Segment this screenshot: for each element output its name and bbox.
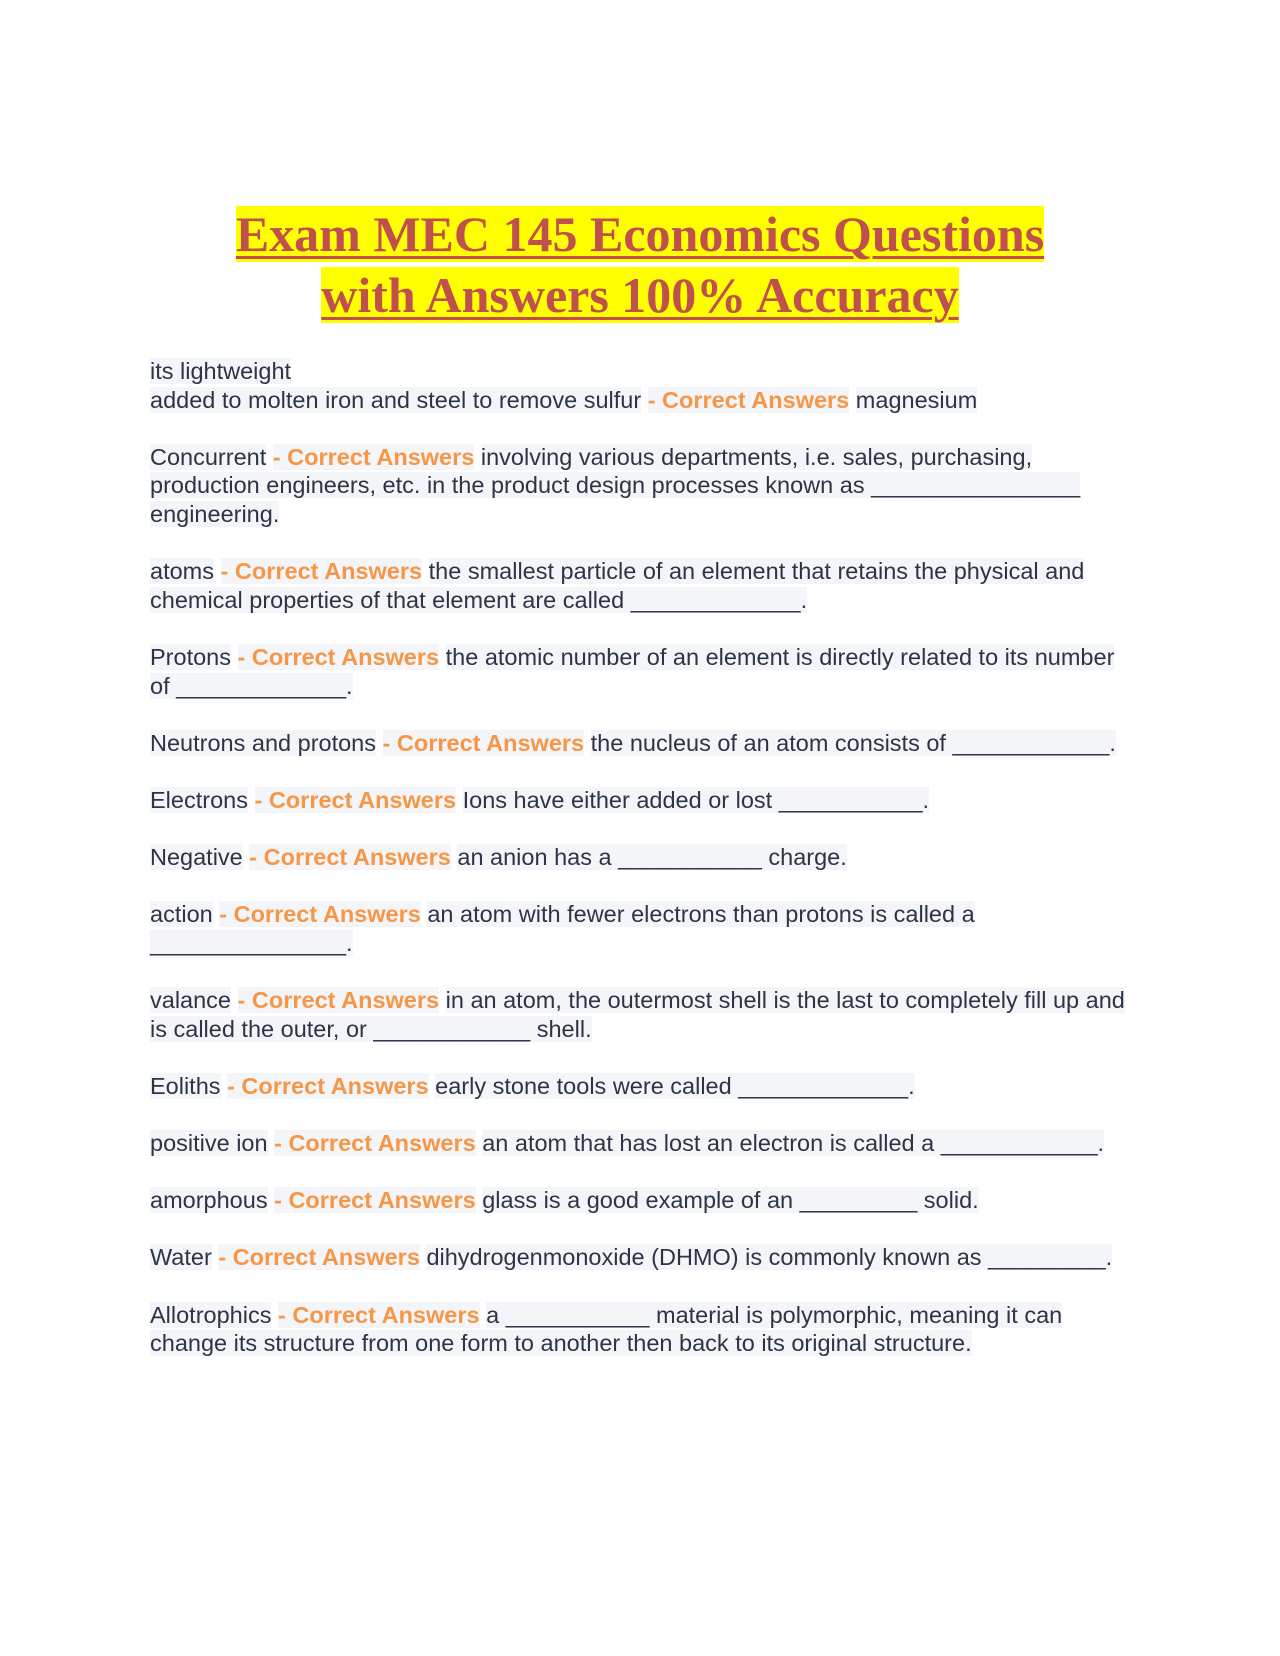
answer-text: Allotrophics bbox=[150, 1301, 272, 1328]
answer-text: positive ion bbox=[150, 1130, 268, 1157]
qa-item bbox=[150, 986, 1140, 1043]
answer-text: amorphous bbox=[150, 1187, 268, 1214]
question-text: Ions have either added or lost ___________. bbox=[462, 786, 930, 813]
answer-text: atoms bbox=[150, 558, 214, 585]
qa-item bbox=[150, 786, 1140, 815]
correct-answers-label: - Correct Answers bbox=[227, 1072, 429, 1099]
qa-item bbox=[150, 643, 1140, 700]
qa-item bbox=[150, 386, 1140, 415]
correct-answers-label: - Correct Answers bbox=[278, 1301, 480, 1328]
correct-answers-label: - Correct Answers bbox=[272, 443, 475, 470]
correct-answers-label: - Correct Answers bbox=[249, 844, 451, 871]
question-text: the atomic number of an element is directly related to its number of _____________. bbox=[150, 643, 1115, 699]
correct-answers-label: - Correct Answers bbox=[254, 786, 457, 813]
question-text: an anion has a ___________ charge. bbox=[457, 844, 847, 871]
correct-answers-label: - Correct Answers bbox=[274, 1187, 476, 1214]
correct-answers-label: - Correct Answers bbox=[220, 558, 423, 585]
qa-item bbox=[150, 729, 1140, 758]
question-text: early stone tools were called _____________. bbox=[435, 1072, 915, 1099]
correct-answers-label: - Correct Answers bbox=[274, 1130, 476, 1157]
answer-text: Negative bbox=[150, 844, 243, 871]
answer-text: action bbox=[150, 901, 213, 928]
answer-text: Concurrent bbox=[150, 443, 267, 470]
question-text: an atom with fewer electrons than protons is called a _______________. bbox=[150, 901, 975, 956]
title-line-1: Exam MEC 145 Economics Questions bbox=[235, 206, 1045, 262]
question-text: the smallest particle of an element that retains the physical and chemical properties of that element are called _____________. bbox=[150, 558, 1085, 613]
qa-item bbox=[150, 1186, 1140, 1215]
question-text: glass is a good example of an _________ solid. bbox=[482, 1187, 979, 1214]
question-text: dihydrogenmonoxide (DHMO) is commonly known as _________. bbox=[426, 1244, 1113, 1271]
correct-answers-label: - Correct Answers bbox=[647, 386, 850, 413]
qa-item bbox=[150, 1129, 1140, 1158]
answer-text: Water bbox=[150, 1244, 212, 1271]
answer-text: Eoliths bbox=[150, 1072, 221, 1099]
qa-item bbox=[150, 1243, 1140, 1272]
correct-answers-label: - Correct Answers bbox=[218, 1244, 420, 1271]
qa-item bbox=[150, 1072, 1140, 1101]
question-text: in an atom, the outermost shell is the last to completely fill up and is called the outer, or ____________ shell. bbox=[150, 987, 1125, 1042]
qa-item bbox=[150, 557, 1140, 614]
correct-answers-label: - Correct Answers bbox=[382, 729, 585, 756]
answer-text: valance bbox=[150, 987, 231, 1014]
qa-item bbox=[150, 443, 1140, 529]
title-line-2: with Answers 100% Accuracy bbox=[321, 267, 959, 323]
question-text: a ___________ material is polymorphic, meaning it can change its structure from one form to another then back to its original structure. bbox=[150, 1301, 1063, 1357]
correct-answers-label: - Correct Answers bbox=[237, 643, 440, 670]
qa-item bbox=[150, 843, 1140, 872]
question-text: magnesium bbox=[855, 386, 978, 413]
answer-text: Protons bbox=[150, 643, 231, 670]
question-text: an atom that has lost an electron is called a ____________. bbox=[482, 1130, 1105, 1157]
question-text: the nucleus of an atom consists of ____________. bbox=[590, 729, 1116, 756]
question-text: involving various departments, i.e. sales, purchasing, production engineers, etc. in the product design processes known as ________________ engineering. bbox=[150, 443, 1081, 527]
document-title bbox=[150, 204, 1130, 326]
answer-text: Electrons bbox=[150, 786, 248, 813]
correct-answers-label: - Correct Answers bbox=[219, 901, 421, 928]
answer-text: Neutrons and protons bbox=[150, 729, 377, 756]
qa-item bbox=[150, 1301, 1140, 1358]
intro-line: its lightweight bbox=[150, 358, 292, 384]
qa-list bbox=[150, 357, 1140, 1386]
correct-answers-label: - Correct Answers bbox=[237, 987, 440, 1014]
qa-item bbox=[150, 900, 1140, 957]
answer-text: added to molten iron and steel to remove sulfur bbox=[150, 386, 642, 413]
